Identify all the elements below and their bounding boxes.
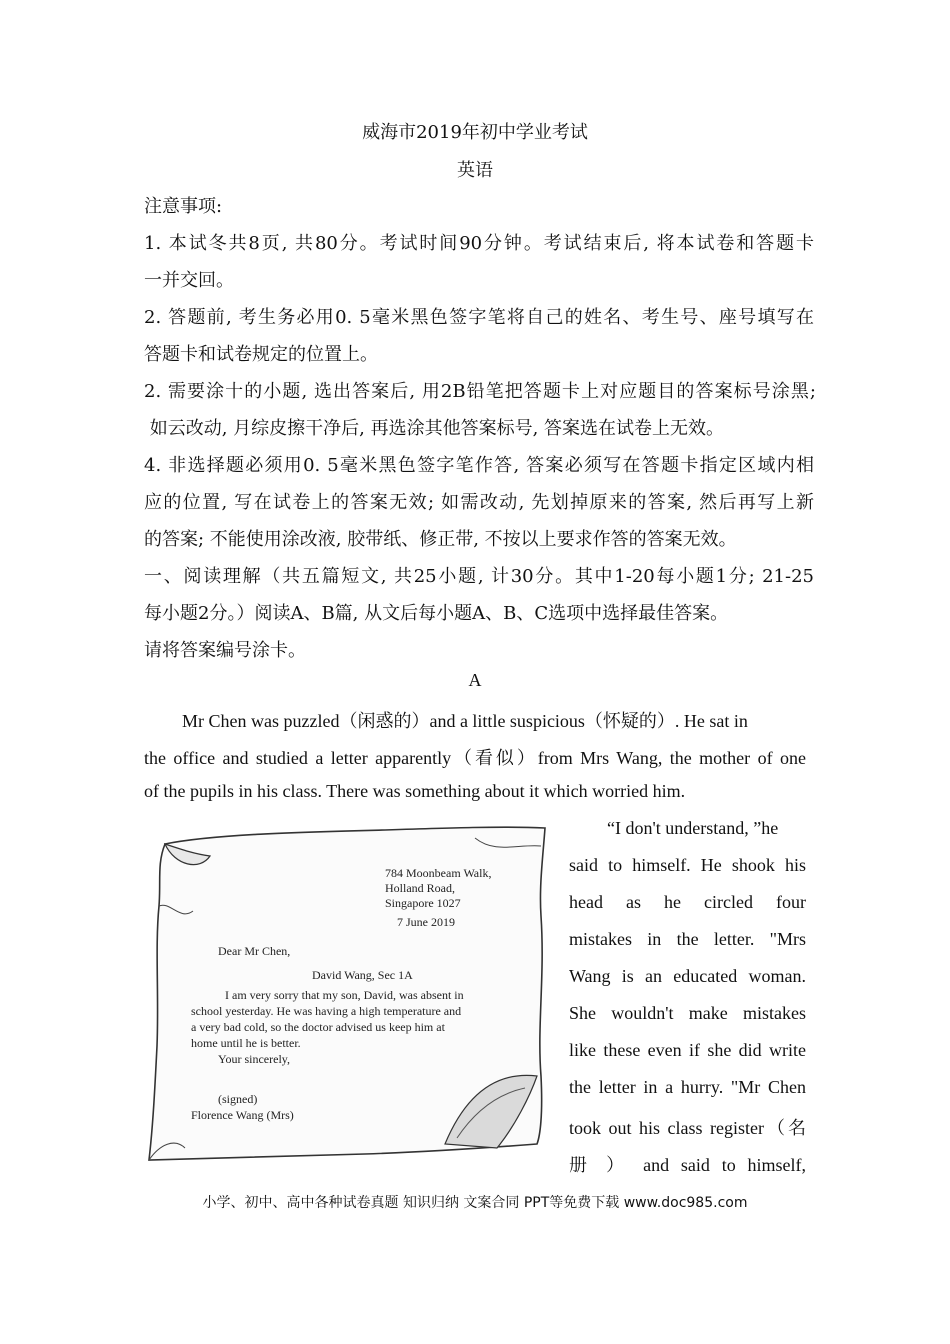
side-line: Wang is an educated woman. <box>569 966 806 986</box>
letter-closing: Your sincerely, <box>218 1052 290 1066</box>
side-line: “I don't understand, ”he <box>607 818 779 838</box>
notice-line: 的答案; 不能使用涂改液, 胶带纸、修正带, 不按以上要求作答的答案无效。 <box>144 529 737 550</box>
side-line: mistakes in the letter. "Mrs <box>569 929 806 949</box>
notice-line: 答题卡和试卷规定的位置上。 <box>144 344 378 365</box>
notice-line: 2. 需要涂十的小题, 选出答案后, 用2B铅笔把答题卡上对应题目的答案标号涂黑; <box>144 381 816 402</box>
page-footer: 小学、初中、高中各种试卷真题 知识归纳 文案合同 PPT等免费下载 www.doc985.com <box>202 1195 748 1211</box>
letter-body-line: school yesterday. He was having a high temperature and <box>191 1004 462 1018</box>
letter-signature: Florence Wang (Mrs) <box>191 1108 294 1122</box>
notice-line: 如云改动, 月综皮擦干净后, 再选涂其他答案标号, 答案选在试卷上无效。 <box>144 418 725 439</box>
side-line: 册 ） and said to himself, <box>569 1155 806 1175</box>
letter-salutation: Dear Mr Chen, <box>218 944 291 958</box>
letter-body-line: I am very sorry that my son, David, was absent in <box>225 988 464 1002</box>
section-label: A <box>468 670 482 690</box>
notice-line: 2. 答题前, 考生务必用0. 5毫米黑色签字笔将自己的姓名、考生号、座号填写在 <box>144 307 814 328</box>
letter-signed: (signed) <box>218 1092 258 1106</box>
letter-subject: David Wang, Sec 1A <box>312 968 413 982</box>
letter-body-line: a very bad cold, so the doctor advised us keep him at <box>191 1020 445 1034</box>
letter-address-line: Singapore 1027 <box>385 896 461 910</box>
letter-body-line: home until he is better. <box>191 1036 301 1050</box>
notice-line: 4. 非选择题必须用0. 5毫米黑色签字笔作答, 答案必须写在答题卡指定区域内相 <box>144 455 814 476</box>
letter-address-line: Holland Road, <box>385 881 455 895</box>
side-line: She wouldn't make mistakes <box>569 1003 806 1023</box>
notice-header: 注意事项: <box>144 196 223 217</box>
notice-line: 一、阅读理解（共五篇短文, 共25小题, 计30分。其中1-20每小题1分; 21-25 <box>144 566 814 587</box>
notice-line: 请将答案编号涂卡。 <box>144 640 306 661</box>
passage-line: the office and studied a letter apparently（看似）from Mrs Wang, the mother of one <box>144 748 806 768</box>
passage-line: of the pupils in his class. There was something about it which worried him. <box>144 781 686 801</box>
letter-address-line: 784 Moonbeam Walk, <box>385 866 492 880</box>
side-line: said to himself. He shook his <box>569 855 806 875</box>
notice-line: 应的位置, 写在试卷上的答案无效; 如需改动, 先划掉原来的答案, 然后再写上新 <box>144 492 814 513</box>
passage-line: Mr Chen was puzzled（闲惑的）and a little suspicious（怀疑的）. He sat in <box>182 711 748 731</box>
notice-line: 一并交回。 <box>144 270 234 291</box>
letter-date: 7 June 2019 <box>397 915 455 929</box>
side-line: head as he circled four <box>569 892 806 912</box>
subject-title: 英语 <box>457 160 493 181</box>
letter-image <box>145 826 550 1161</box>
side-line: the letter in a hurry. "Mr Chen <box>569 1077 806 1097</box>
notice-line: 1. 本试冬共8页, 共80分。考试时间90分钟。考试结束后, 将本试卷和答题卡 <box>144 233 814 254</box>
exam-title: 威海市2019年初中学业考试 <box>362 122 588 143</box>
notice-line: 每小题2分。）阅读A、B篇, 从文后每小题A、B、C选项中选择最佳答案。 <box>144 603 729 624</box>
side-line: like these even if she did write <box>569 1040 806 1060</box>
side-line: took out his class register（名 <box>569 1118 806 1138</box>
